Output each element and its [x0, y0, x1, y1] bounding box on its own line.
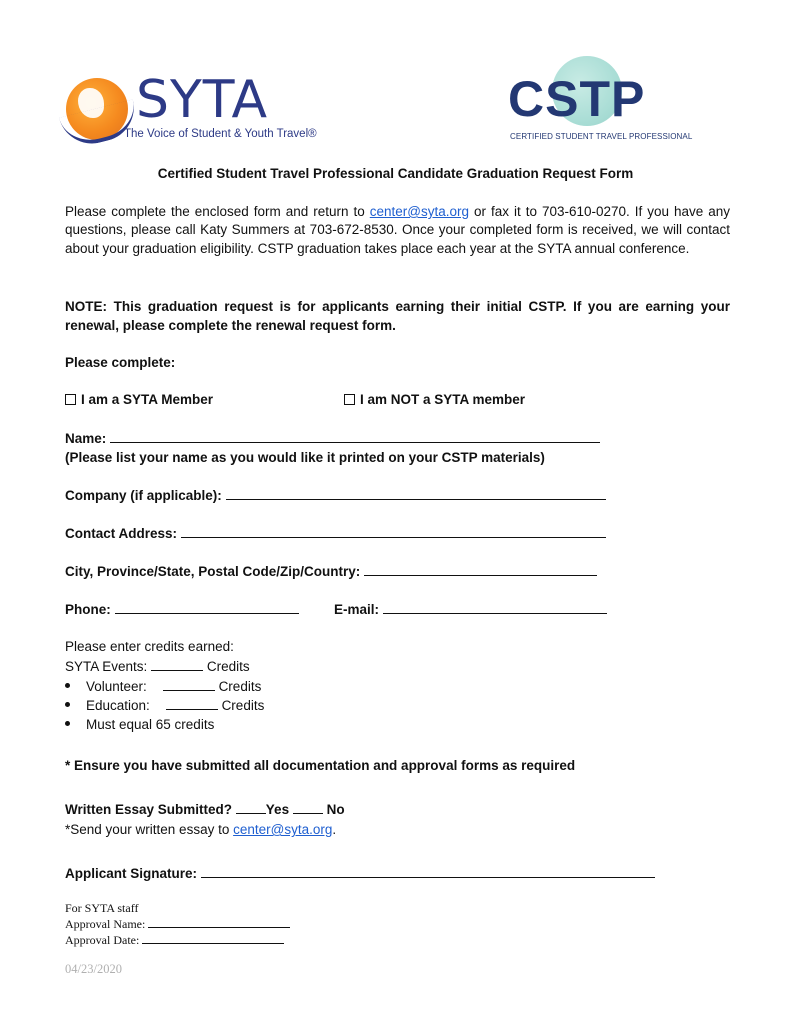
signature-row	[65, 865, 655, 881]
email-field[interactable]	[383, 601, 607, 614]
form-title: Certified Student Travel Professional Candidate Graduation Request Form	[157, 166, 634, 181]
bullet-icon	[65, 683, 70, 688]
events-credits-field[interactable]	[151, 658, 203, 671]
cstp-tagline: CERTIFIED STUDENT TRAVEL PROFESSIONAL	[510, 132, 693, 141]
essay-label: Written Essay Submitted?	[65, 802, 233, 817]
approval-date-label: Approval Date:	[65, 933, 140, 947]
phone-row	[65, 601, 299, 617]
cstp-logo	[506, 56, 693, 148]
volunteer-label: Volunteer:	[86, 679, 147, 694]
checkbox-icon[interactable]	[65, 394, 76, 405]
essay-yes-label: Yes	[265, 802, 290, 817]
ensure-notice: * Ensure you have submitted all documentation and approval forms as required	[65, 758, 576, 773]
credits-unit: Credits	[221, 698, 265, 713]
education-credits-field[interactable]	[166, 697, 218, 710]
credits-intro: Please enter credits earned:	[65, 639, 234, 654]
phone-label: Phone:	[65, 602, 111, 617]
approval-date-row	[65, 932, 284, 948]
member-option[interactable]	[65, 392, 213, 407]
syta-wordmark: SYTA	[136, 70, 269, 130]
approval-name-field[interactable]	[148, 916, 290, 928]
intro-text-continued: or fax it to 703-610-0270. If you have any questions, please call Katy Summers at 703-672-8530. Once your completed form is received, we will contact about your graduation eligibility. CSTP graduation takes place each year at the SYTA annual conference.	[65, 204, 730, 256]
essay-email-link[interactable]: center@syta.org	[233, 822, 333, 837]
essay-send-period: .	[332, 822, 337, 837]
essay-yes-field[interactable]	[236, 801, 266, 814]
credits-unit: Credits	[218, 679, 262, 694]
member-label: I am a SYTA Member	[81, 392, 214, 407]
syta-tagline: The Voice of Student & Youth Travel®	[124, 128, 317, 140]
syta-logo	[64, 70, 324, 150]
address-field[interactable]	[181, 525, 606, 538]
name-label: Name:	[65, 431, 107, 446]
name-row	[65, 430, 600, 446]
bullet-icon	[65, 721, 70, 726]
email-label: E-mail:	[334, 602, 380, 617]
intro-text: Please complete the enclosed form and return to	[65, 204, 370, 219]
company-row	[65, 487, 606, 503]
checkbox-icon[interactable]	[344, 394, 355, 405]
essay-no-field[interactable]	[293, 801, 323, 814]
company-field[interactable]	[226, 487, 606, 500]
approval-name-row	[65, 916, 290, 932]
footer-date: 04/23/2020	[65, 962, 122, 976]
signature-field[interactable]	[201, 865, 655, 878]
essay-send-text: *Send your written essay to	[65, 822, 234, 837]
must-equal-text: Must equal 65 credits	[86, 717, 215, 732]
cstp-wordmark: CSTP	[508, 71, 646, 127]
volunteer-credits-row	[65, 678, 261, 694]
essay-row	[65, 801, 345, 817]
email-row	[334, 601, 607, 617]
essay-no-label: No	[326, 802, 345, 817]
name-field[interactable]	[110, 430, 600, 443]
city-row	[65, 563, 597, 579]
name-hint: (Please list your name as you would like it printed on your CSTP materials)	[65, 450, 545, 465]
events-label: SYTA Events:	[65, 659, 148, 674]
credits-unit: Credits	[206, 659, 250, 674]
intro-paragraph	[65, 203, 730, 258]
company-label: Company (if applicable):	[65, 488, 222, 503]
city-label: City, Province/State, Postal Code/Zip/Country:	[65, 564, 361, 579]
email-link[interactable]: center@syta.org	[369, 204, 470, 219]
education-credits-row	[65, 697, 264, 713]
note-paragraph: NOTE: This graduation request is for applicants earning their initial CSTP. If you are earning your renewal, please complete the renewal request form.	[65, 299, 730, 333]
not-member-option[interactable]	[344, 392, 525, 407]
approval-name-label: Approval Name:	[65, 917, 146, 931]
essay-send-row	[65, 822, 336, 837]
please-complete-label: Please complete:	[65, 355, 176, 370]
staff-heading: For SYTA staff	[65, 901, 139, 915]
events-credits-row	[65, 658, 250, 674]
bullet-icon	[65, 702, 70, 707]
address-label: Contact Address:	[65, 526, 178, 541]
phone-field[interactable]	[115, 601, 299, 614]
not-member-label: I am NOT a SYTA member	[360, 392, 526, 407]
volunteer-credits-field[interactable]	[163, 678, 215, 691]
signature-label: Applicant Signature:	[65, 866, 198, 881]
must-equal-row	[65, 717, 214, 732]
education-label: Education:	[86, 698, 150, 713]
city-field[interactable]	[364, 563, 597, 576]
address-row	[65, 525, 606, 541]
approval-date-field[interactable]	[142, 932, 284, 944]
